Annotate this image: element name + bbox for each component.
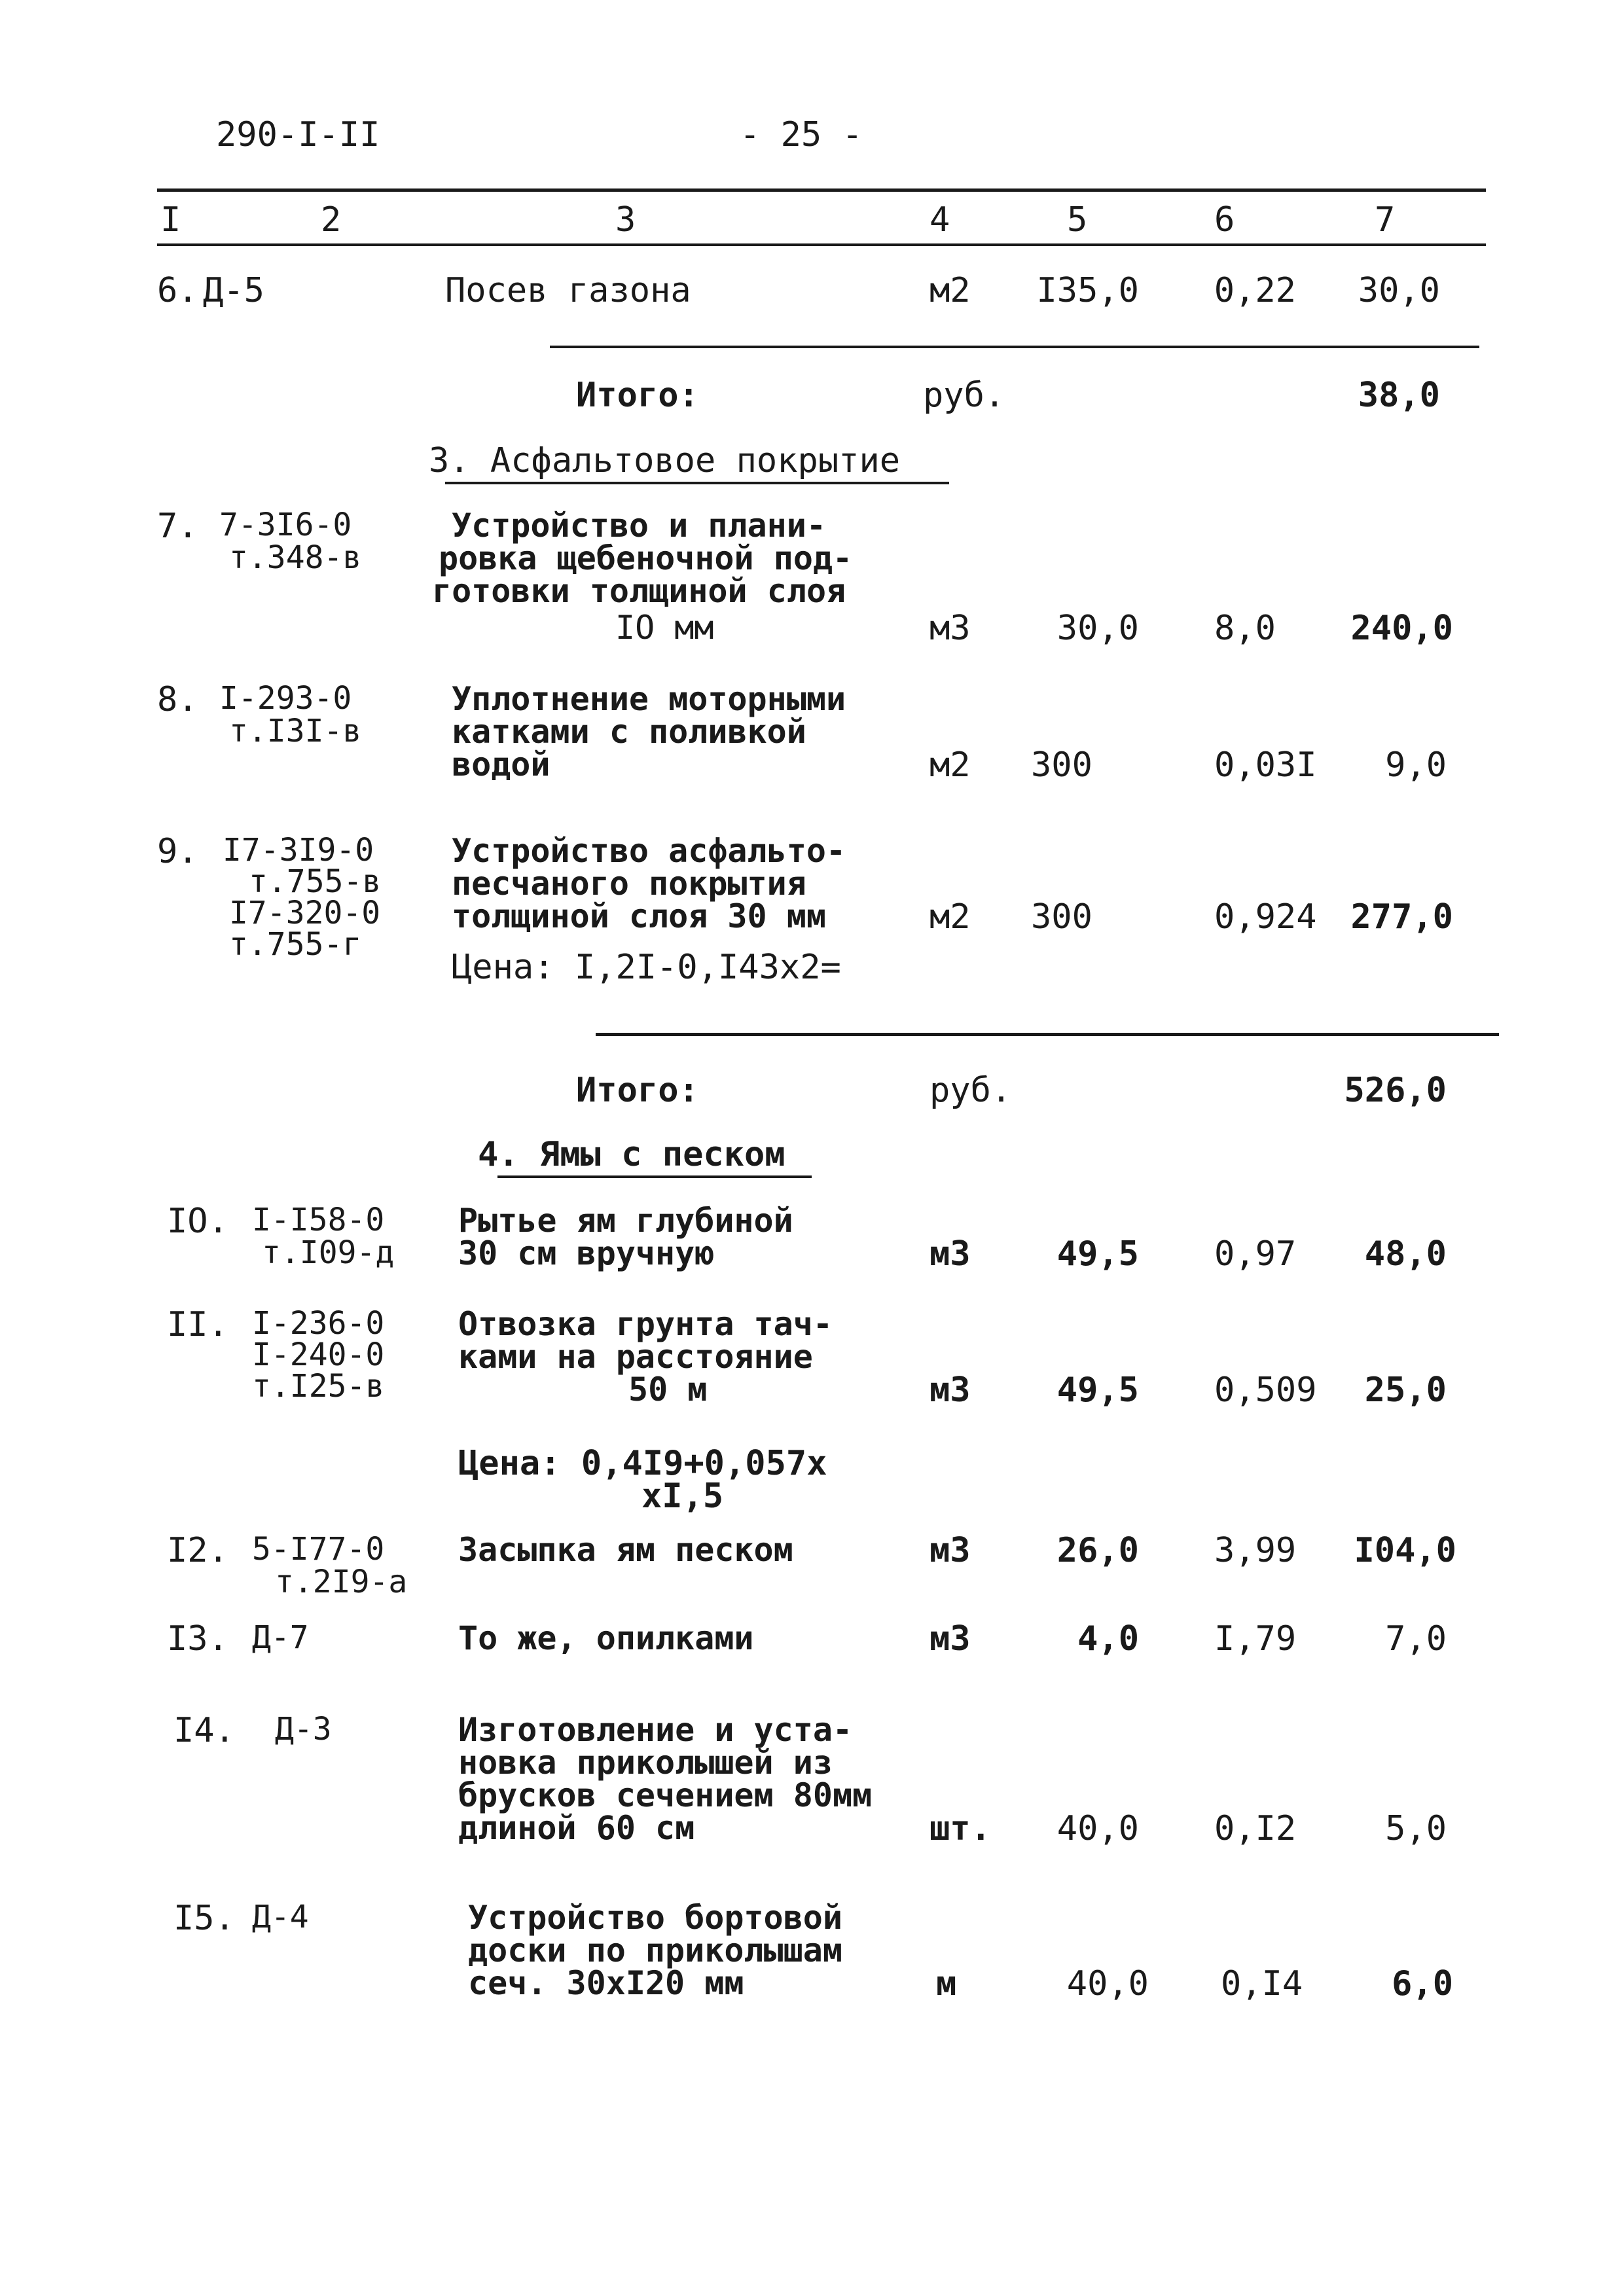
row-quantity: 4,0: [1077, 1619, 1139, 1659]
row-description: ровка щебеночной под-: [439, 539, 853, 577]
row-total: 9,0: [1385, 745, 1447, 785]
price-note: Цена: 0,4I9+0,057х: [458, 1444, 827, 1483]
row-number: 9.: [157, 832, 198, 871]
row-price: 0,509: [1214, 1371, 1317, 1410]
table-top-rule: [157, 188, 1486, 192]
row-price: 8,0: [1214, 609, 1276, 648]
row-unit: м3: [929, 1619, 971, 1659]
row-quantity: 300: [1031, 897, 1092, 937]
subtotal-unit: руб.: [929, 1071, 1012, 1110]
row-total: I04,0: [1354, 1531, 1456, 1570]
row-unit: м2: [929, 271, 971, 310]
row-unit: м3: [929, 609, 971, 648]
col-header-5: 5: [1067, 200, 1088, 240]
row-number: II.: [167, 1305, 228, 1344]
row-description: Отвозка грунта тач-: [458, 1305, 833, 1343]
row-number: I4.: [173, 1711, 235, 1750]
row-code: Д-7: [252, 1619, 309, 1656]
subtotal-total: 38,0: [1358, 376, 1440, 415]
row-total: 240,0: [1350, 609, 1453, 648]
row-code: Д-3: [275, 1711, 332, 1748]
row-number: I3.: [167, 1619, 228, 1659]
row-price: 0,97: [1214, 1234, 1297, 1274]
subtotal-rule: [596, 1033, 1499, 1036]
row-unit: шт.: [929, 1809, 991, 1848]
row-description: То же, опилками: [458, 1619, 754, 1657]
row-number: I2.: [167, 1531, 228, 1570]
row-code: т.I25-в: [252, 1368, 385, 1405]
subtotal-rule: [550, 346, 1479, 348]
row-total: 6,0: [1392, 1964, 1453, 2003]
row-code: т.755-в: [249, 863, 382, 900]
row-total: 277,0: [1350, 897, 1453, 937]
row-code: т.I3I-в: [229, 713, 362, 749]
row-unit: м2: [929, 745, 971, 785]
row-description: Устройство и плани-: [452, 507, 826, 545]
row-description: Устройство бортовой: [468, 1899, 842, 1937]
subtotal-unit: руб.: [923, 376, 1005, 415]
section-title: 3. Асфальтовое покрытие: [429, 441, 901, 480]
row-description: водой: [452, 745, 550, 783]
subtotal-total: 526,0: [1344, 1071, 1447, 1110]
row-code: I-I58-0: [252, 1202, 385, 1238]
row-description: IO мм: [615, 609, 714, 647]
col-header-7: 7: [1375, 200, 1396, 240]
row-number: 8.: [157, 680, 198, 719]
row-quantity: 40,0: [1056, 1809, 1139, 1848]
row-quantity: 40,0: [1066, 1964, 1149, 2003]
row-price: I,79: [1214, 1619, 1297, 1659]
row-description: Изготовление и уста-: [458, 1711, 853, 1749]
header-bottom-rule: [157, 243, 1486, 246]
row-unit: м3: [929, 1371, 971, 1410]
row-quantity: I35,0: [1036, 271, 1139, 310]
row-description: 30 см вручную: [458, 1234, 715, 1272]
row-description: катками с поливкой: [452, 713, 806, 751]
row-code: т.2I9-а: [275, 1564, 408, 1600]
row-number: IO.: [167, 1202, 228, 1241]
row-description: брусков сечением 80мм: [458, 1776, 873, 1814]
row-quantity: 300: [1031, 745, 1092, 785]
price-note: хI,5: [641, 1477, 724, 1516]
row-description: песчаного покрытия: [452, 865, 806, 903]
row-code: 5-I77-0: [252, 1531, 385, 1568]
row-description: Посев газона: [445, 271, 691, 310]
row-total: 25,0: [1364, 1371, 1447, 1410]
row-unit: м: [936, 1964, 957, 2003]
col-header-6: 6: [1214, 200, 1235, 240]
row-description: Уплотнение моторными: [452, 680, 846, 718]
row-code: т.348-в: [229, 539, 362, 576]
row-quantity: 49,5: [1056, 1234, 1139, 1274]
row-unit: м3: [929, 1234, 971, 1274]
row-description: Рытье ям глубиной: [458, 1202, 793, 1240]
row-description: длиной 60 см: [458, 1809, 695, 1847]
row-price: 0,I4: [1221, 1964, 1303, 2003]
row-quantity: 49,5: [1056, 1371, 1139, 1410]
row-description: новка приколышей из: [458, 1744, 833, 1782]
row-number: I5.: [173, 1899, 235, 1938]
row-code: т.I09-д: [262, 1234, 395, 1271]
row-code: т.755-г: [229, 926, 362, 963]
row-code: I7-3I9-0: [223, 832, 374, 869]
price-note: Цена: I,2I-0,I43х2=: [452, 948, 841, 987]
row-unit: м2: [929, 897, 971, 937]
row-code: Д-5: [203, 271, 264, 310]
row-code: Д-4: [252, 1899, 309, 1935]
section-underline: [445, 482, 949, 484]
row-description: готовки толщиной слоя: [432, 572, 846, 610]
row-number: 7.: [157, 507, 198, 546]
row-description: доски по приколышам: [468, 1931, 842, 1969]
section-underline: [497, 1175, 812, 1178]
row-price: 0,I2: [1214, 1809, 1297, 1848]
row-description: толщиной слоя 30 мм: [452, 897, 826, 935]
row-quantity: 26,0: [1056, 1531, 1139, 1570]
page-number: - 25 -: [740, 115, 863, 154]
row-total: 7,0: [1385, 1619, 1447, 1659]
subtotal-label: Итого:: [576, 1071, 699, 1110]
col-header-2: 2: [321, 200, 342, 240]
row-total: 48,0: [1364, 1234, 1447, 1274]
row-unit: м3: [929, 1531, 971, 1570]
row-number: 6.: [157, 271, 198, 310]
row-code: I7-320-0: [229, 895, 381, 931]
col-header-4: 4: [929, 200, 950, 240]
document-code: 290-I-II: [216, 115, 380, 154]
section-title: 4. Ямы с песком: [478, 1135, 785, 1174]
row-code: I-240-0: [252, 1336, 385, 1373]
row-price: 0,03I: [1214, 745, 1317, 785]
row-code: I-293-0: [219, 680, 352, 717]
col-header-3: 3: [615, 200, 636, 240]
row-description: Устройство асфальто-: [452, 832, 846, 870]
row-price: 0,924: [1214, 897, 1317, 937]
row-code: 7-3I6-0: [219, 507, 352, 543]
row-description: ками на расстояние: [458, 1338, 813, 1376]
row-description: 50 м: [628, 1371, 708, 1408]
col-header-1: I: [160, 200, 181, 240]
subtotal-label: Итого:: [576, 376, 699, 415]
row-description: сеч. 30хI20 мм: [468, 1964, 744, 2002]
row-total: 5,0: [1385, 1809, 1447, 1848]
row-price: 3,99: [1214, 1531, 1297, 1570]
row-quantity: 30,0: [1056, 609, 1139, 648]
row-description: Засыпка ям песком: [458, 1531, 793, 1569]
row-total: 30,0: [1358, 271, 1440, 310]
row-code: I-236-0: [252, 1305, 385, 1342]
row-price: 0,22: [1214, 271, 1296, 310]
